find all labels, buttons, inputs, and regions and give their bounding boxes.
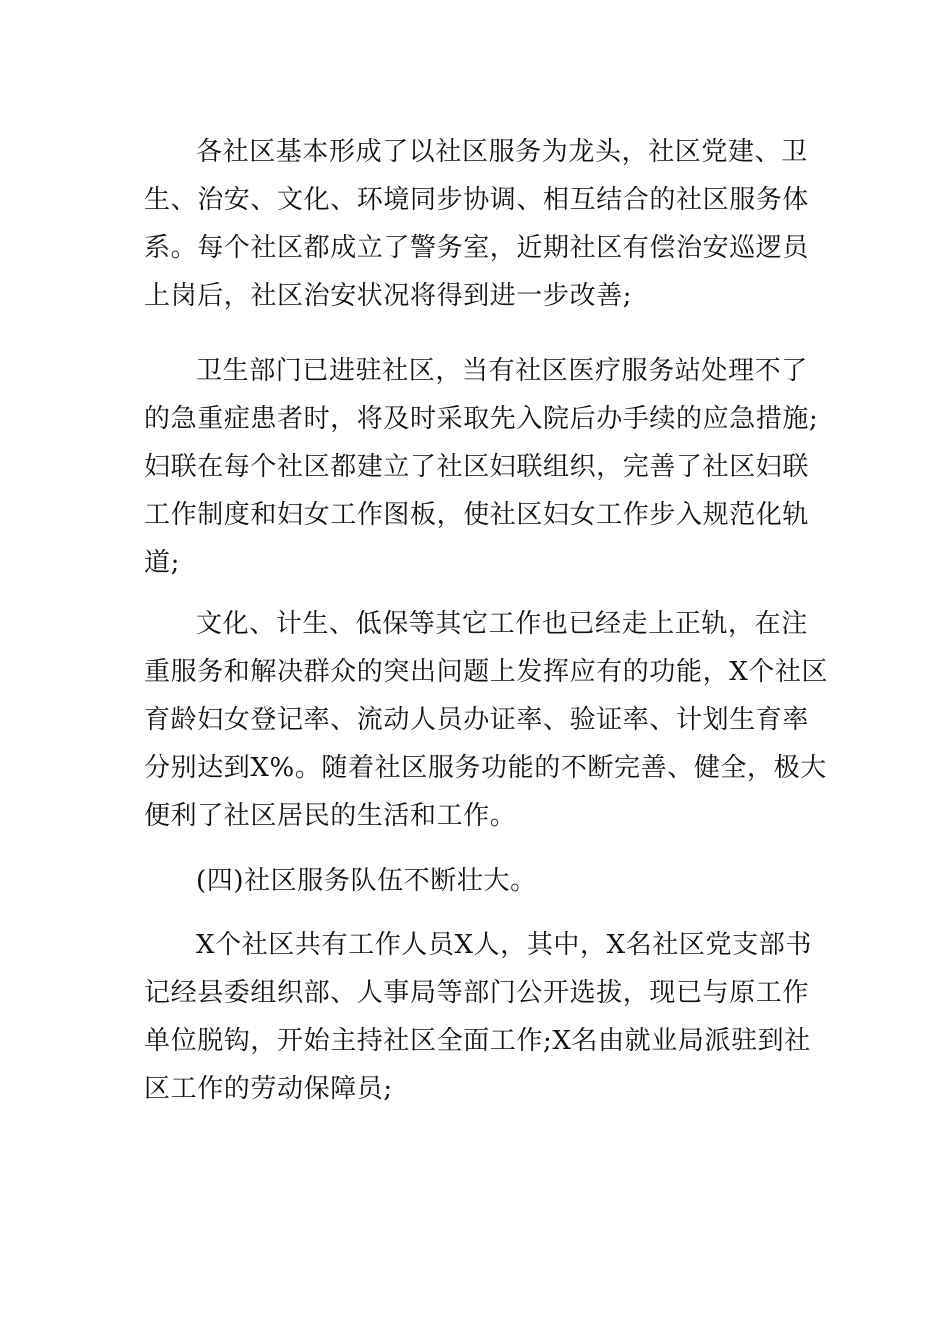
text-line: 便利了社区居民的生活和工作。 [144,801,517,831]
text-line: 区工作的劳动保障员; [144,1074,393,1104]
text-line: 育龄妇女登记率、流动人员办证率、验证率、计划生育率 [144,705,810,735]
text-line: 妇联在每个社区都建立了社区妇联组织，完善了社区妇联 [144,452,810,482]
text-line: 系。每个社区都成立了警务室，近期社区有偿治安巡逻员 [144,233,810,263]
section-heading [144,857,804,905]
text-line: 重服务和解决群众的突出问题上发挥应有的功能，X个社区 [144,657,829,687]
paragraph-service-staff [144,921,812,1113]
heading-line: (四)社区服务队伍不断壮大。 [196,866,537,896]
text-line: 文化、计生、低保等其它工作也已经走上正轨，在注 [196,609,808,639]
text-line: 工作制度和妇女工作图板，使社区妇女工作步入规范化轨 [144,500,810,530]
text-line: X个社区共有工作人员X人，其中，X名社区党支部书 [196,930,812,960]
paragraph-culture-and-family-planning [144,600,829,840]
text-line: 生、治安、文化、环境同步协调、相互结合的社区服务体 [144,185,810,215]
text-line: 记经县委组织部、人事局等部门公开选拔，现已与原工作 [144,978,810,1008]
paragraph-health-and-womens-federation [144,347,819,587]
text-line: 上岗后，社区治安状况将得到进一步改善; [144,281,633,311]
text-line: 卫生部门已进驻社区，当有社区医疗服务站处理不了 [196,356,808,386]
text-line: 道; [144,548,180,578]
text-line: 的急重症患者时，将及时采取先入院后办手续的应急措施; [144,404,819,434]
text-line: 各社区基本形成了以社区服务为龙头，社区党建、卫 [196,137,808,167]
text-line: 分别达到X%。随着社区服务功能的不断完善、健全，极大 [144,753,827,783]
text-line: 单位脱钩，开始主持社区全面工作;X名由就业局派驻到社 [144,1026,811,1056]
paragraph-community-service-system [144,128,810,320]
